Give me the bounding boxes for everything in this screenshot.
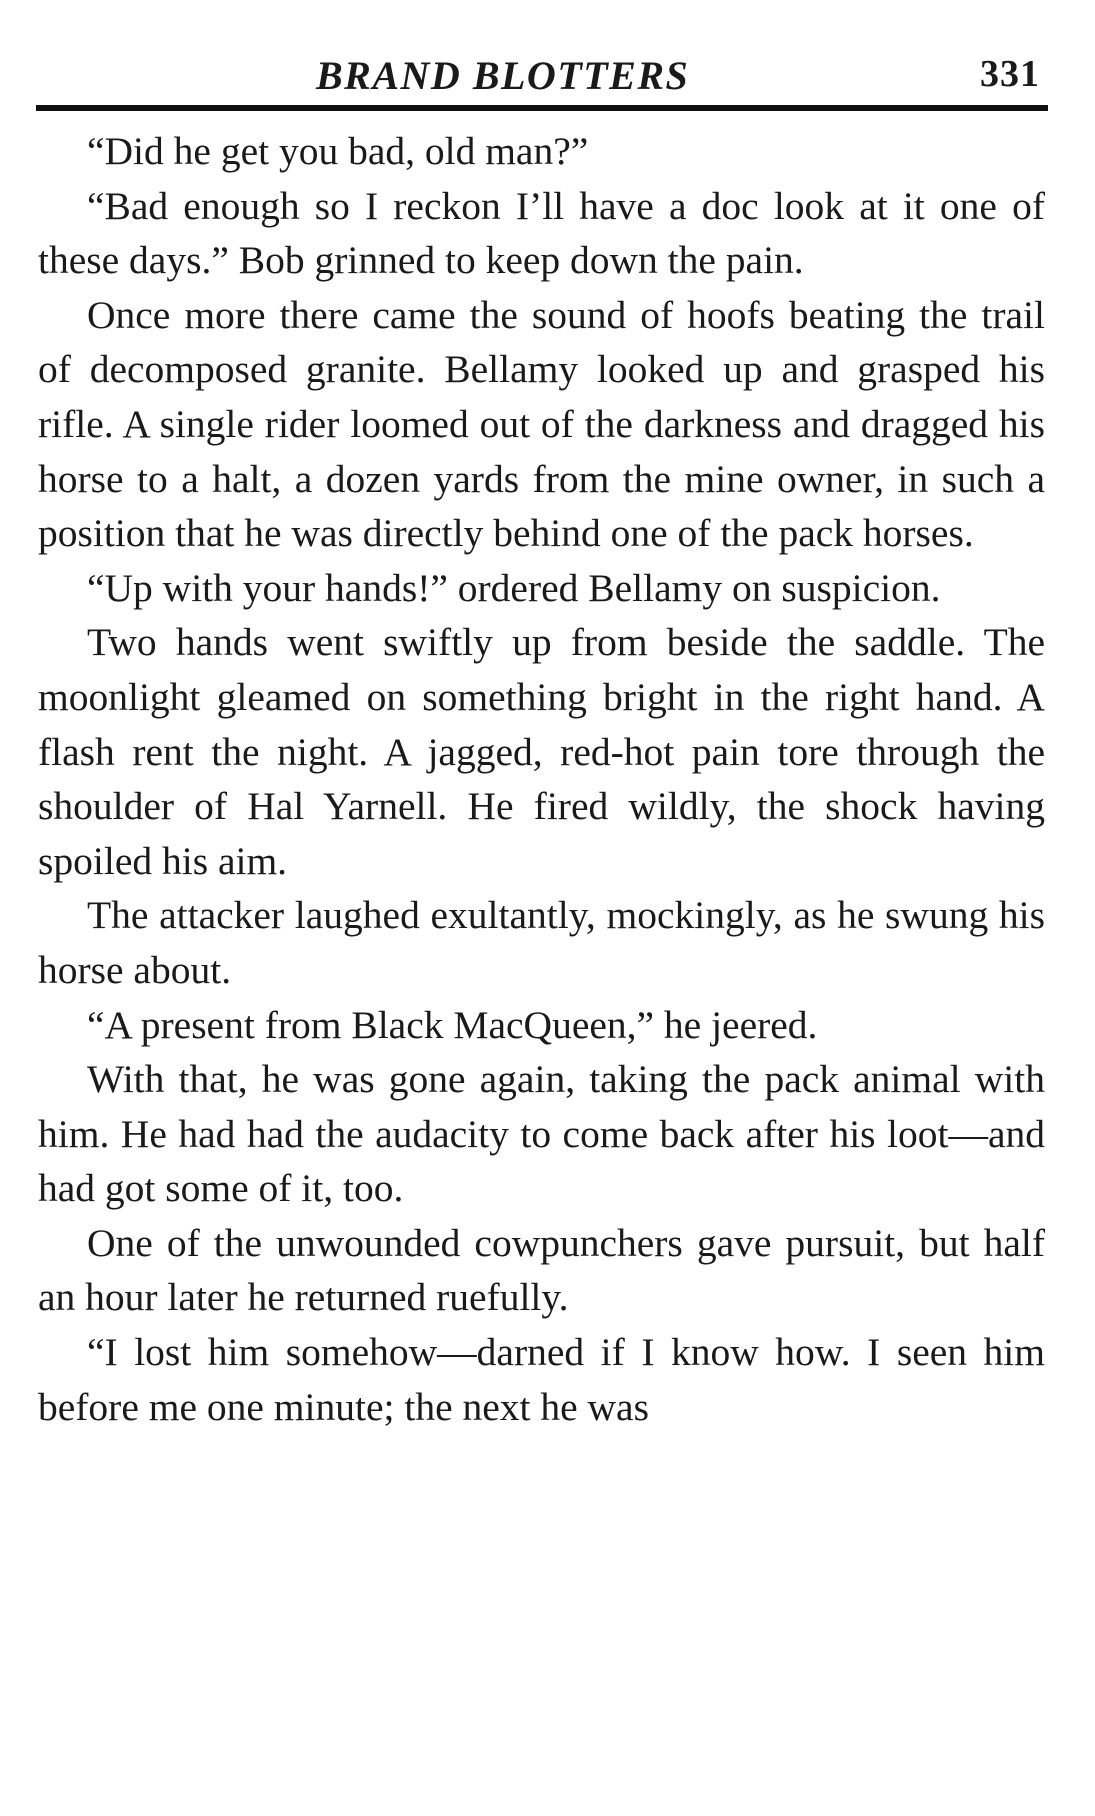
paragraph: “Did he get you bad, old man?”: [87, 129, 589, 173]
paragraph: “Up with your hands!” ordered Bellamy on suspicion.: [87, 565, 941, 610]
paragraph: “Bad enough so I reckon I’ll have a doc look at it one of these days.” Bob grinned to keep down the pain.: [38, 183, 1045, 283]
paragraph: With that, he was gone again, taking the pack animal with him. He had had the audacity to come back after his loot—and had got some of it, too.: [38, 1057, 1045, 1211]
paragraph: One of the unwounded cowpunchers gave pursuit, but half an hour later he returned ruefully.: [38, 1220, 1045, 1320]
paragraph: “A present from Black MacQueen,” he jeered.: [87, 1002, 818, 1047]
header-rule: [36, 105, 1048, 111]
paragraph: Two hands went swiftly up from beside the saddle. The moonlight gleamed on something bright in the right hand. A flash rent the night. A jagged, red-hot pain tore through the shoulder of Hal Yarnell. He fired wildly, the shock having spoiled his aim.: [38, 620, 1045, 883]
body-text: [38, 124, 1045, 1434]
page-number: 331: [980, 53, 1040, 95]
paragraph: The attacker laughed exultantly, mockingly, as he swung his horse about.: [38, 893, 1045, 992]
paragraph: “I lost him somehow—darned if I know how. I seen him before me one minute; the next he was: [38, 1330, 1045, 1429]
running-title: BRAND BLOTTERS: [316, 53, 690, 98]
page-header: [36, 44, 1046, 104]
paragraph: Once more there came the sound of hoofs beating the trail of decomposed granite. Bellamy looked up and grasped his rifle. A single rider loomed out of the darkness and dragged his horse to a halt, a dozen yards from the mine owner, in such a position that he was directly behind one of the pack horses.: [38, 292, 1045, 556]
